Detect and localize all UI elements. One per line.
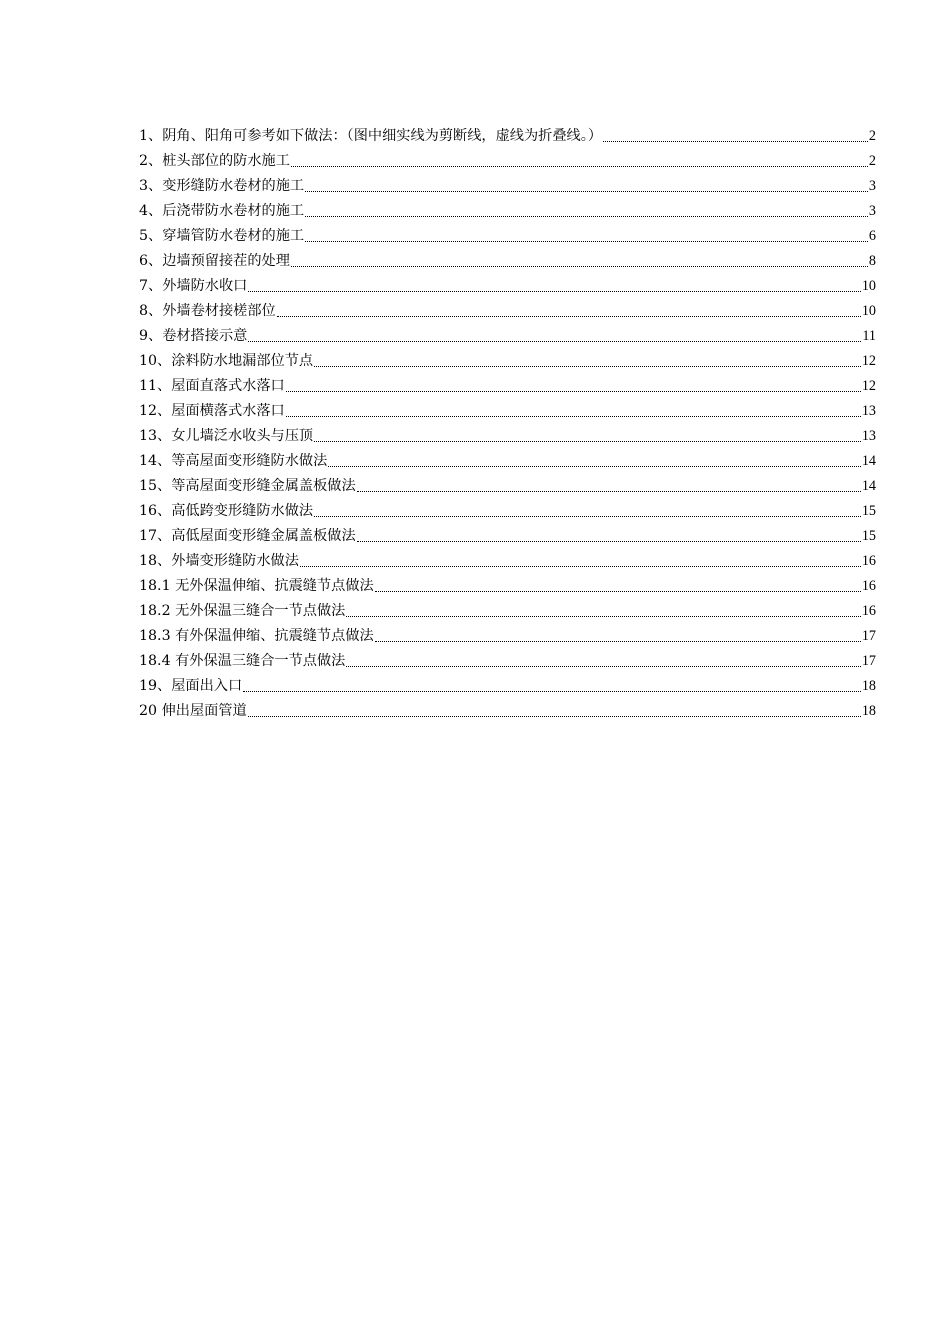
toc-entry-title: 18.1 无外保温伸缩、抗震缝节点做法: [139, 578, 374, 594]
toc-dot-leader: [300, 565, 861, 567]
toc-dot-leader: [248, 340, 861, 342]
toc-page-number: 13: [861, 428, 876, 444]
toc-dot-leader: [291, 265, 868, 267]
toc-page-number: 12: [861, 353, 876, 369]
toc-entry[interactable]: [139, 549, 876, 574]
toc-entry-title: 11、屋面直落式水落口: [139, 378, 285, 394]
toc-entry[interactable]: [139, 124, 876, 149]
toc-entry-title: 8、外墙卷材接槎部位: [139, 303, 276, 319]
toc-page-number: 11: [862, 328, 876, 344]
toc-entry[interactable]: [139, 699, 876, 724]
toc-entry[interactable]: [139, 574, 876, 599]
toc-entry-title: 16、高低跨变形缝防水做法: [139, 503, 314, 519]
toc-dot-leader: [346, 665, 860, 667]
toc-entry[interactable]: [139, 324, 876, 349]
toc-entry-title: 17、高低屋面变形缝金属盖板做法: [139, 528, 356, 544]
toc-entry[interactable]: [139, 424, 876, 449]
toc-page-number: 2: [868, 128, 876, 144]
toc-dot-leader: [314, 515, 861, 517]
toc-entry[interactable]: [139, 449, 876, 474]
toc-page-number: 16: [861, 603, 876, 619]
toc-entry-title: 6、边墙预留接茬的处理: [139, 253, 290, 269]
toc-entry[interactable]: [139, 349, 876, 374]
toc-dot-leader: [277, 315, 861, 317]
toc-entry[interactable]: [139, 599, 876, 624]
toc-entry-title: 13、女儿墙泛水收头与压顶: [139, 428, 314, 444]
toc-page-number: 17: [861, 653, 876, 669]
toc-page-number: 3: [868, 178, 876, 194]
toc-entry-title: 5、穿墙管防水卷材的施工: [139, 228, 305, 244]
toc-page-number: 14: [861, 478, 876, 494]
toc-page-number: 6: [868, 228, 876, 244]
toc-entry[interactable]: [139, 474, 876, 499]
toc-dot-leader: [305, 240, 868, 242]
toc-dot-leader: [305, 190, 868, 192]
toc-dot-leader: [375, 590, 861, 592]
toc-entry-title: 18.4 有外保温三缝合一节点做法: [139, 653, 346, 669]
toc-page-number: 15: [861, 503, 876, 519]
toc-entry[interactable]: [139, 499, 876, 524]
toc-entry[interactable]: [139, 149, 876, 174]
toc-entry-title: 20 伸出屋面管道: [139, 703, 247, 719]
toc-entry[interactable]: [139, 299, 876, 324]
toc-entry[interactable]: [139, 224, 876, 249]
toc-page-number: 10: [861, 303, 876, 319]
toc-entry-title: 18、外墙变形缝防水做法: [139, 553, 299, 569]
toc-entry-title: 1、阴角、阳角可参考如下做法：（图中细实线为剪断线，虚线为折叠线。）: [139, 128, 603, 144]
toc-entry-title: 9、卷材搭接示意: [139, 328, 248, 344]
toc-entry-title: 15、等高屋面变形缝金属盖板做法: [139, 478, 356, 494]
toc-entry[interactable]: [139, 199, 876, 224]
toc-page-number: 12: [861, 378, 876, 394]
toc-page-number: 17: [861, 628, 876, 644]
toc-dot-leader: [243, 690, 861, 692]
toc-dot-leader: [286, 390, 861, 392]
toc-entry-title: 4、后浇带防水卷材的施工: [139, 203, 305, 219]
toc-page-number: 14: [861, 453, 876, 469]
toc-entry[interactable]: [139, 374, 876, 399]
toc-entry[interactable]: [139, 524, 876, 549]
toc-dot-leader: [286, 415, 861, 417]
toc-dot-leader: [328, 465, 861, 467]
toc-dot-leader: [305, 215, 868, 217]
toc-entry[interactable]: [139, 399, 876, 424]
toc-page-number: 15: [861, 528, 876, 544]
toc-entry[interactable]: [139, 249, 876, 274]
toc-entry-title: 18.2 无外保温三缝合一节点做法: [139, 603, 346, 619]
toc-dot-leader: [346, 615, 860, 617]
toc-page-number: 8: [868, 253, 876, 269]
toc-page-number: 18: [861, 703, 876, 719]
toc-dot-leader: [357, 490, 861, 492]
toc-entry-title: 14、等高屋面变形缝防水做法: [139, 453, 328, 469]
toc-entry-title: 3、变形缝防水卷材的施工: [139, 178, 305, 194]
toc-entry[interactable]: [139, 674, 876, 699]
toc-page-number: 2: [868, 153, 876, 169]
toc-entry-title: 2、桩头部位的防水施工: [139, 153, 290, 169]
toc-entry-title: 10、涂料防水地漏部位节点: [139, 353, 314, 369]
toc-dot-leader: [314, 365, 861, 367]
toc-dot-leader: [248, 715, 861, 717]
toc-dot-leader: [314, 440, 861, 442]
toc-page-number: 16: [861, 578, 876, 594]
toc-dot-leader: [248, 290, 860, 292]
toc-page-number: 3: [868, 203, 876, 219]
toc-entry-title: 12、屋面横落式水落口: [139, 403, 285, 419]
toc-entry[interactable]: [139, 174, 876, 199]
toc-entry[interactable]: [139, 649, 876, 674]
toc-page-number: 18: [861, 678, 876, 694]
toc-page-number: 10: [861, 278, 876, 294]
toc-entry-title: 18.3 有外保温伸缩、抗震缝节点做法: [139, 628, 374, 644]
toc-dot-leader: [375, 640, 861, 642]
toc-dot-leader: [603, 140, 868, 142]
toc-page-number: 16: [861, 553, 876, 569]
toc-entry-title: 7、外墙防水收口: [139, 278, 248, 294]
toc-entry-title: 19、屋面出入口: [139, 678, 243, 694]
table-of-contents: [139, 124, 876, 724]
toc-entry[interactable]: [139, 274, 876, 299]
toc-page-number: 13: [861, 403, 876, 419]
toc-dot-leader: [357, 540, 861, 542]
toc-dot-leader: [291, 165, 868, 167]
toc-entry[interactable]: [139, 624, 876, 649]
